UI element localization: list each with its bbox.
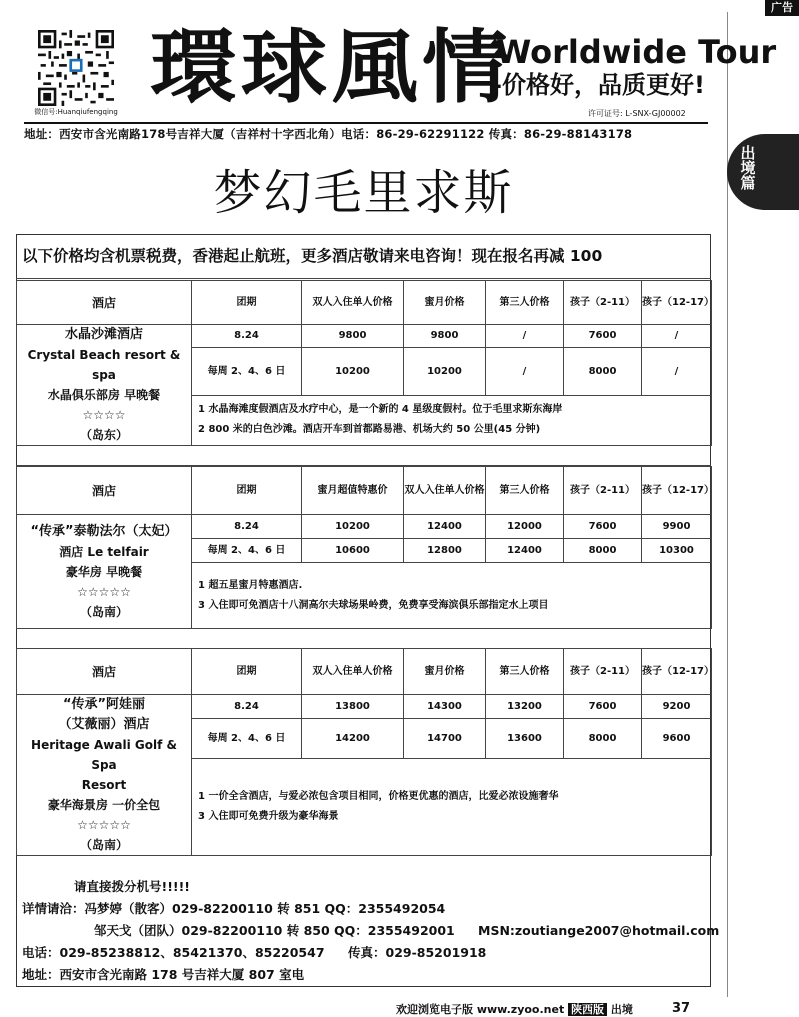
cell: 7600 [564, 515, 642, 539]
phone-numbers: 电话：029-85238812、85421370、85220547 [22, 945, 325, 960]
cell: 8.24 [192, 695, 302, 719]
note-line: 1 超五星蜜月特惠酒店. [198, 579, 303, 591]
contact-phone-row [22, 941, 487, 963]
hotel-notes [192, 563, 712, 629]
hotel-cell [17, 325, 192, 446]
header-date: 团期 [192, 281, 302, 325]
page-number: 37 [672, 1001, 691, 1016]
header-hotel: 酒店 [17, 649, 192, 695]
header-child-2-11: 孩子（2-11） [564, 649, 642, 695]
cell: 9800 [302, 325, 404, 348]
header-third-person: 第三人价格 [486, 467, 564, 515]
hotel-cell [17, 695, 192, 856]
table-row [17, 325, 712, 348]
cell: 9600 [642, 719, 712, 759]
cell: 10200 [302, 347, 404, 395]
header-date: 团期 [192, 649, 302, 695]
cell: 7600 [564, 695, 642, 719]
cell: 8000 [564, 539, 642, 563]
cell: 14200 [302, 719, 404, 759]
note-line: 3 入住即可免酒店十八洞高尔夫球场果岭费，免费享受海滨俱乐部指定水上项目 [198, 599, 549, 611]
cell: 8000 [564, 347, 642, 395]
cell: / [642, 325, 712, 348]
header-date: 团期 [192, 467, 302, 515]
header-price-b: 蜜月价格 [404, 649, 486, 695]
cell: 9900 [642, 515, 712, 539]
table-header-row [17, 281, 712, 325]
header-address-line: 地址：西安市含光南路178号吉祥大厦（吉祥村十字西北角）电话：86-29-62291122 传真：86-29-88143178 [24, 122, 708, 142]
footer-section: 出境 [610, 1003, 633, 1016]
cell: 8.24 [192, 515, 302, 539]
cell: 每周 2、4、6 日 [192, 719, 302, 759]
hotel-cell [17, 515, 192, 629]
cell: 14300 [404, 695, 486, 719]
footer [396, 1001, 633, 1017]
price-notice: 以下价格均含机票税费，香港起止航班，更多酒店敬请来电咨询！现在报名再减 100 [22, 247, 603, 265]
cell: / [642, 347, 712, 395]
cell: 8.24 [192, 325, 302, 348]
price-table-3 [16, 648, 712, 856]
cell: 9200 [642, 695, 712, 719]
cell: 12400 [486, 539, 564, 563]
wechat-id: 微信号:Huanqiufengqing [34, 108, 118, 116]
hotel-location: （岛南） [79, 838, 128, 852]
hotel-notes [192, 759, 712, 856]
price-table-1 [16, 280, 712, 446]
brand-english-title: Worldwide Tour [496, 33, 777, 71]
divider [16, 278, 711, 279]
msn-address: MSN:zoutiange2007@hotmail.com [478, 923, 720, 938]
contact-line-2-text: 邹天戈（团队）029-82200110 转 850 QQ：2355492001 [94, 923, 455, 938]
cell: 9800 [404, 325, 486, 348]
cell: / [486, 325, 564, 348]
brand-slogan: -价格好，品质更好! [492, 71, 705, 99]
fax-number: 传真：029-85201918 [348, 945, 487, 960]
cell: 12800 [404, 539, 486, 563]
cell: / [486, 347, 564, 395]
header-hotel: 酒店 [17, 467, 192, 515]
header-price-b: 蜜月价格 [404, 281, 486, 325]
cell: 13200 [486, 695, 564, 719]
dial-extension: 请直接拨分机号!!!!! [74, 879, 191, 894]
hotel-english-name-cont: Resort [81, 778, 127, 792]
cell: 10200 [302, 515, 404, 539]
hotel-star-rating: ☆☆☆☆ [82, 408, 126, 422]
header-price-a: 双人入住单人价格 [302, 281, 404, 325]
section-side-tab-label: 出境篇 [740, 144, 756, 192]
hotel-name: “传承”泰勒法尔（太妃） [30, 523, 178, 539]
header-child-12-17: 孩子（12-17） [642, 649, 712, 695]
header-child-2-11: 孩子（2-11） [564, 281, 642, 325]
footer-browse: 欢迎浏览电子版 www.zyoo.net [396, 1003, 565, 1016]
cell: 10600 [302, 539, 404, 563]
footer-region: 陕西版 [568, 1003, 607, 1016]
table-row [17, 695, 712, 719]
hotel-location: （岛东） [79, 428, 128, 442]
cell: 12000 [486, 515, 564, 539]
brand-logo: 環球風情 [150, 21, 513, 114]
header-hotel: 酒店 [17, 281, 192, 325]
qr-code-icon [38, 30, 114, 106]
cell: 每周 2、4、6 日 [192, 539, 302, 563]
header-third-person: 第三人价格 [486, 281, 564, 325]
note-line: 3 入住即可免费升级为豪华海景 [198, 811, 339, 823]
header-child-12-17: 孩子（12-17） [642, 467, 712, 515]
hotel-name-alt: （艾薇丽）酒店 [58, 717, 150, 732]
table-row [17, 515, 712, 539]
hotel-room-type: 水晶俱乐部房 早晚餐 [47, 388, 161, 402]
hotel-name: 水晶沙滩酒店 [64, 327, 143, 342]
hotel-star-rating: ☆☆☆☆☆ [77, 818, 131, 832]
table-header-row [17, 649, 712, 695]
hotel-notes [192, 395, 712, 445]
header-third-person: 第三人价格 [486, 649, 564, 695]
note-line: 1 水晶海滩度假酒店及水疗中心，是一个新的 4 星级度假村。位于毛里求斯东海岸 [198, 404, 563, 416]
hotel-english-name: 酒店 Le telfair [59, 544, 149, 559]
header-price-a: 蜜月超值特惠价 [302, 467, 404, 515]
header-child-2-11: 孩子（2-11） [564, 467, 642, 515]
cell: 13800 [302, 695, 404, 719]
cell: 7600 [564, 325, 642, 348]
price-table-2 [16, 466, 712, 629]
header-price-b: 双人入住单人价格 [404, 467, 486, 515]
cell: 14700 [404, 719, 486, 759]
hotel-star-rating: ☆☆☆☆☆ [77, 584, 131, 599]
license-number: 许可证号: L-SNX-GJ00002 [588, 109, 686, 118]
cell: 13600 [486, 719, 564, 759]
cell: 10200 [404, 347, 486, 395]
hotel-name: “传承”阿娃丽 [62, 697, 146, 712]
contact-line-2 [22, 919, 720, 941]
header-price-a: 双人入住单人价格 [302, 649, 404, 695]
cell: 10300 [642, 539, 712, 563]
note-line: 1 一价全含酒店，与爱必浓包含项目相同，价格更优惠的酒店，比爱必浓设施奢华 [198, 791, 559, 803]
hotel-english-name: Crystal Beach resort & spa [27, 348, 181, 382]
cell: 8000 [564, 719, 642, 759]
contact-line-1: 详情请洽：冯梦婷（散客）029-82200110 转 851 QQ：2355492054 [22, 901, 446, 916]
contact-address: 地址：西安市含光南路 178 号吉祥大厦 807 室电 [22, 967, 305, 982]
hotel-english-name: Heritage Awali Golf & Spa [31, 738, 177, 772]
hotel-room-type: 豪华房 早晚餐 [65, 564, 143, 579]
note-line: 2 800 米的白色沙滩。酒店开车到首都路易港、机场大约 50 公里(45 分钟) [198, 424, 541, 436]
table-header-row [17, 467, 712, 515]
page-title: 梦幻毛里求斯 [213, 165, 514, 221]
header-child-12-17: 孩子（12-17） [642, 281, 712, 325]
hotel-room-type: 豪华海景房 一价全包 [47, 798, 161, 812]
cell: 每周 2、4、6 日 [192, 347, 302, 395]
cell: 12400 [404, 515, 486, 539]
ad-tag: 广告 [765, 0, 799, 16]
hotel-location: （岛南） [79, 604, 128, 619]
contact-block [22, 875, 720, 985]
